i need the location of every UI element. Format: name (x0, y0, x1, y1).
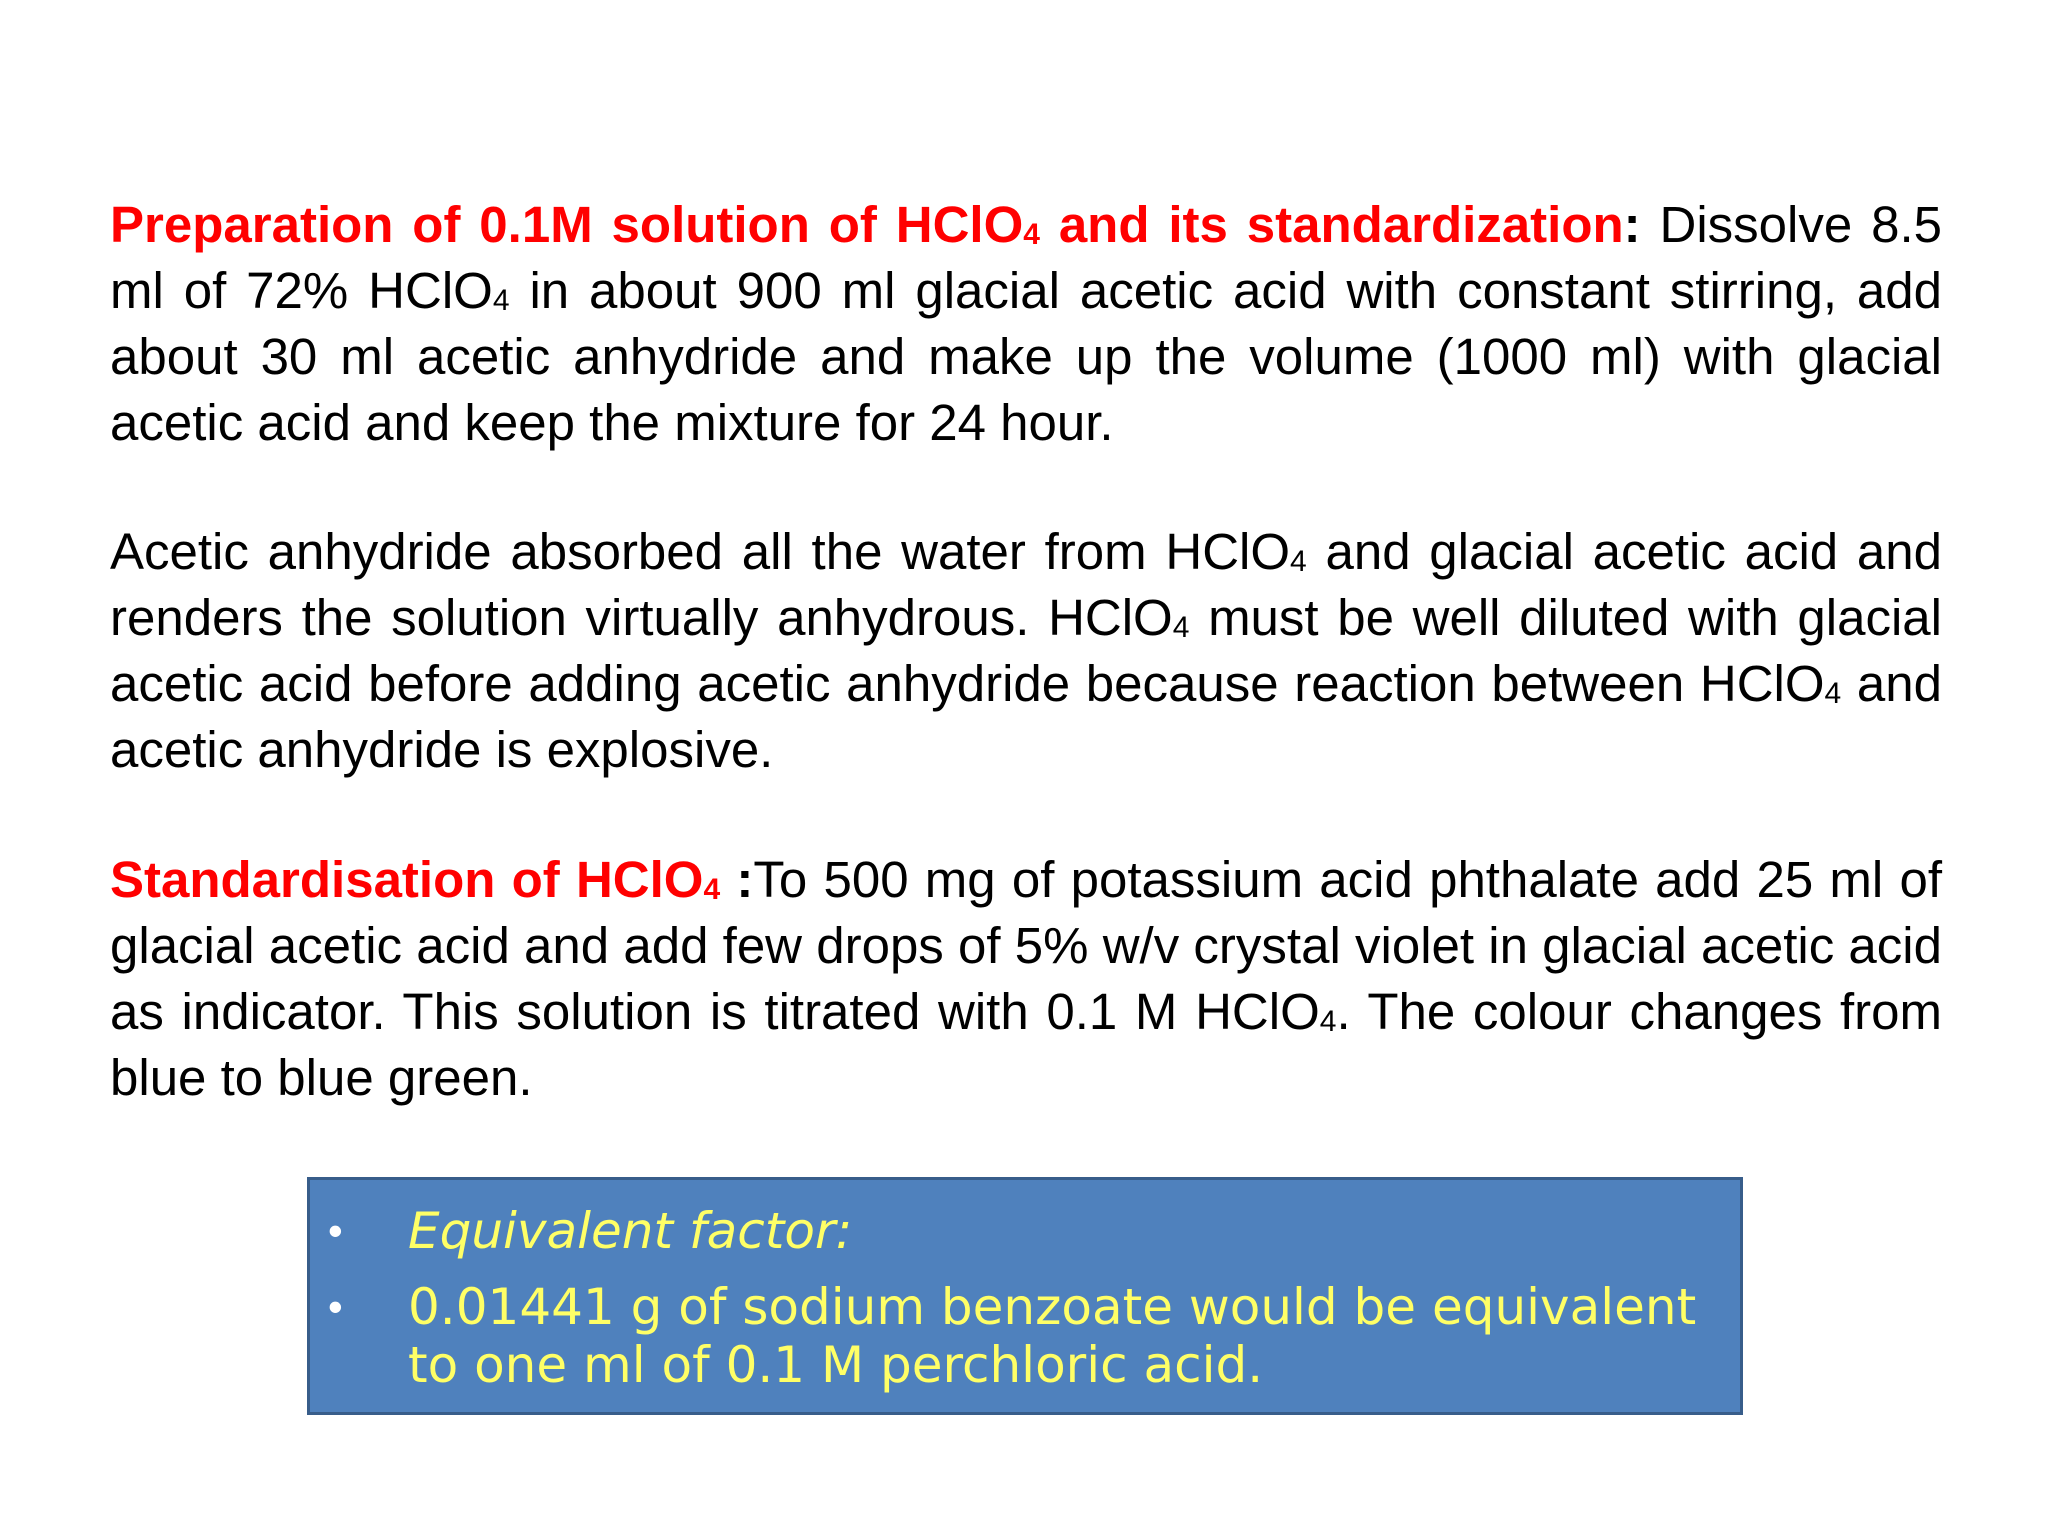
standardisation-text: To 500 mg of potassium acid phthalate add 25 ml of glacial acetic acid and add few drops of 5% w/v crystal violet in glacial acetic acid as indicator. This solution is titrated with 0.1 M HClO$_4$. The colour changes from blue to blue green. (110, 851, 1942, 1106)
anhydride-paragraph: Acetic anhydride absorbed all the water from HClO$_4$ and glacial acetic acid and renders the solution virtually anhydrous. HClO$_4$ must be well diluted with glacial acetic acid before adding acetic anhydride because reaction between HClO$_4$ and acetic anhydride is explosive. (110, 523, 1942, 778)
preparation-paragraph (110, 192, 1942, 456)
subscript-4: 4 (1319, 1005, 1337, 1038)
bullet-icon: • (328, 1283, 343, 1330)
preparation-text: Dissolve 8.5 ml of 72% HClO$_4$ in about 900 ml glacial acetic acid with constant stirring, add about 30 ml acetic anhydride and make up the volume (1000 ml) with glacial acetic acid and keep the mixture for 24 hour. (110, 196, 1942, 451)
subscript-4: 4 (1172, 611, 1190, 644)
subscript-4: 4 (703, 873, 721, 906)
subscript-4: 4 (1290, 545, 1307, 578)
standardisation-paragraph (110, 847, 1942, 1111)
preparation-heading: Preparation of 0.1M solution of HClO$_4$ and its standardization (110, 196, 1624, 253)
subscript-4: 4 (1023, 218, 1040, 251)
list-item (310, 1278, 1740, 1394)
equivalent-factor-box (307, 1177, 1743, 1415)
subscript-4: 4 (492, 284, 510, 317)
heading-colon: : (1623, 196, 1641, 253)
subscript-4: 4 (1824, 677, 1842, 710)
heading-colon: : (720, 851, 754, 908)
bullet-list (310, 1202, 1740, 1394)
standardisation-heading: Standardisation of HClO$_4$ (110, 851, 721, 908)
equivalent-factor-label: Equivalent factor: (408, 1202, 853, 1260)
equivalent-factor-value: 0.01441 g of sodium benzoate would be equivalent to one ml of 0.1 M perchloric acid. (408, 1278, 1697, 1394)
bullet-icon: • (328, 1207, 343, 1254)
list-item (310, 1202, 1740, 1260)
